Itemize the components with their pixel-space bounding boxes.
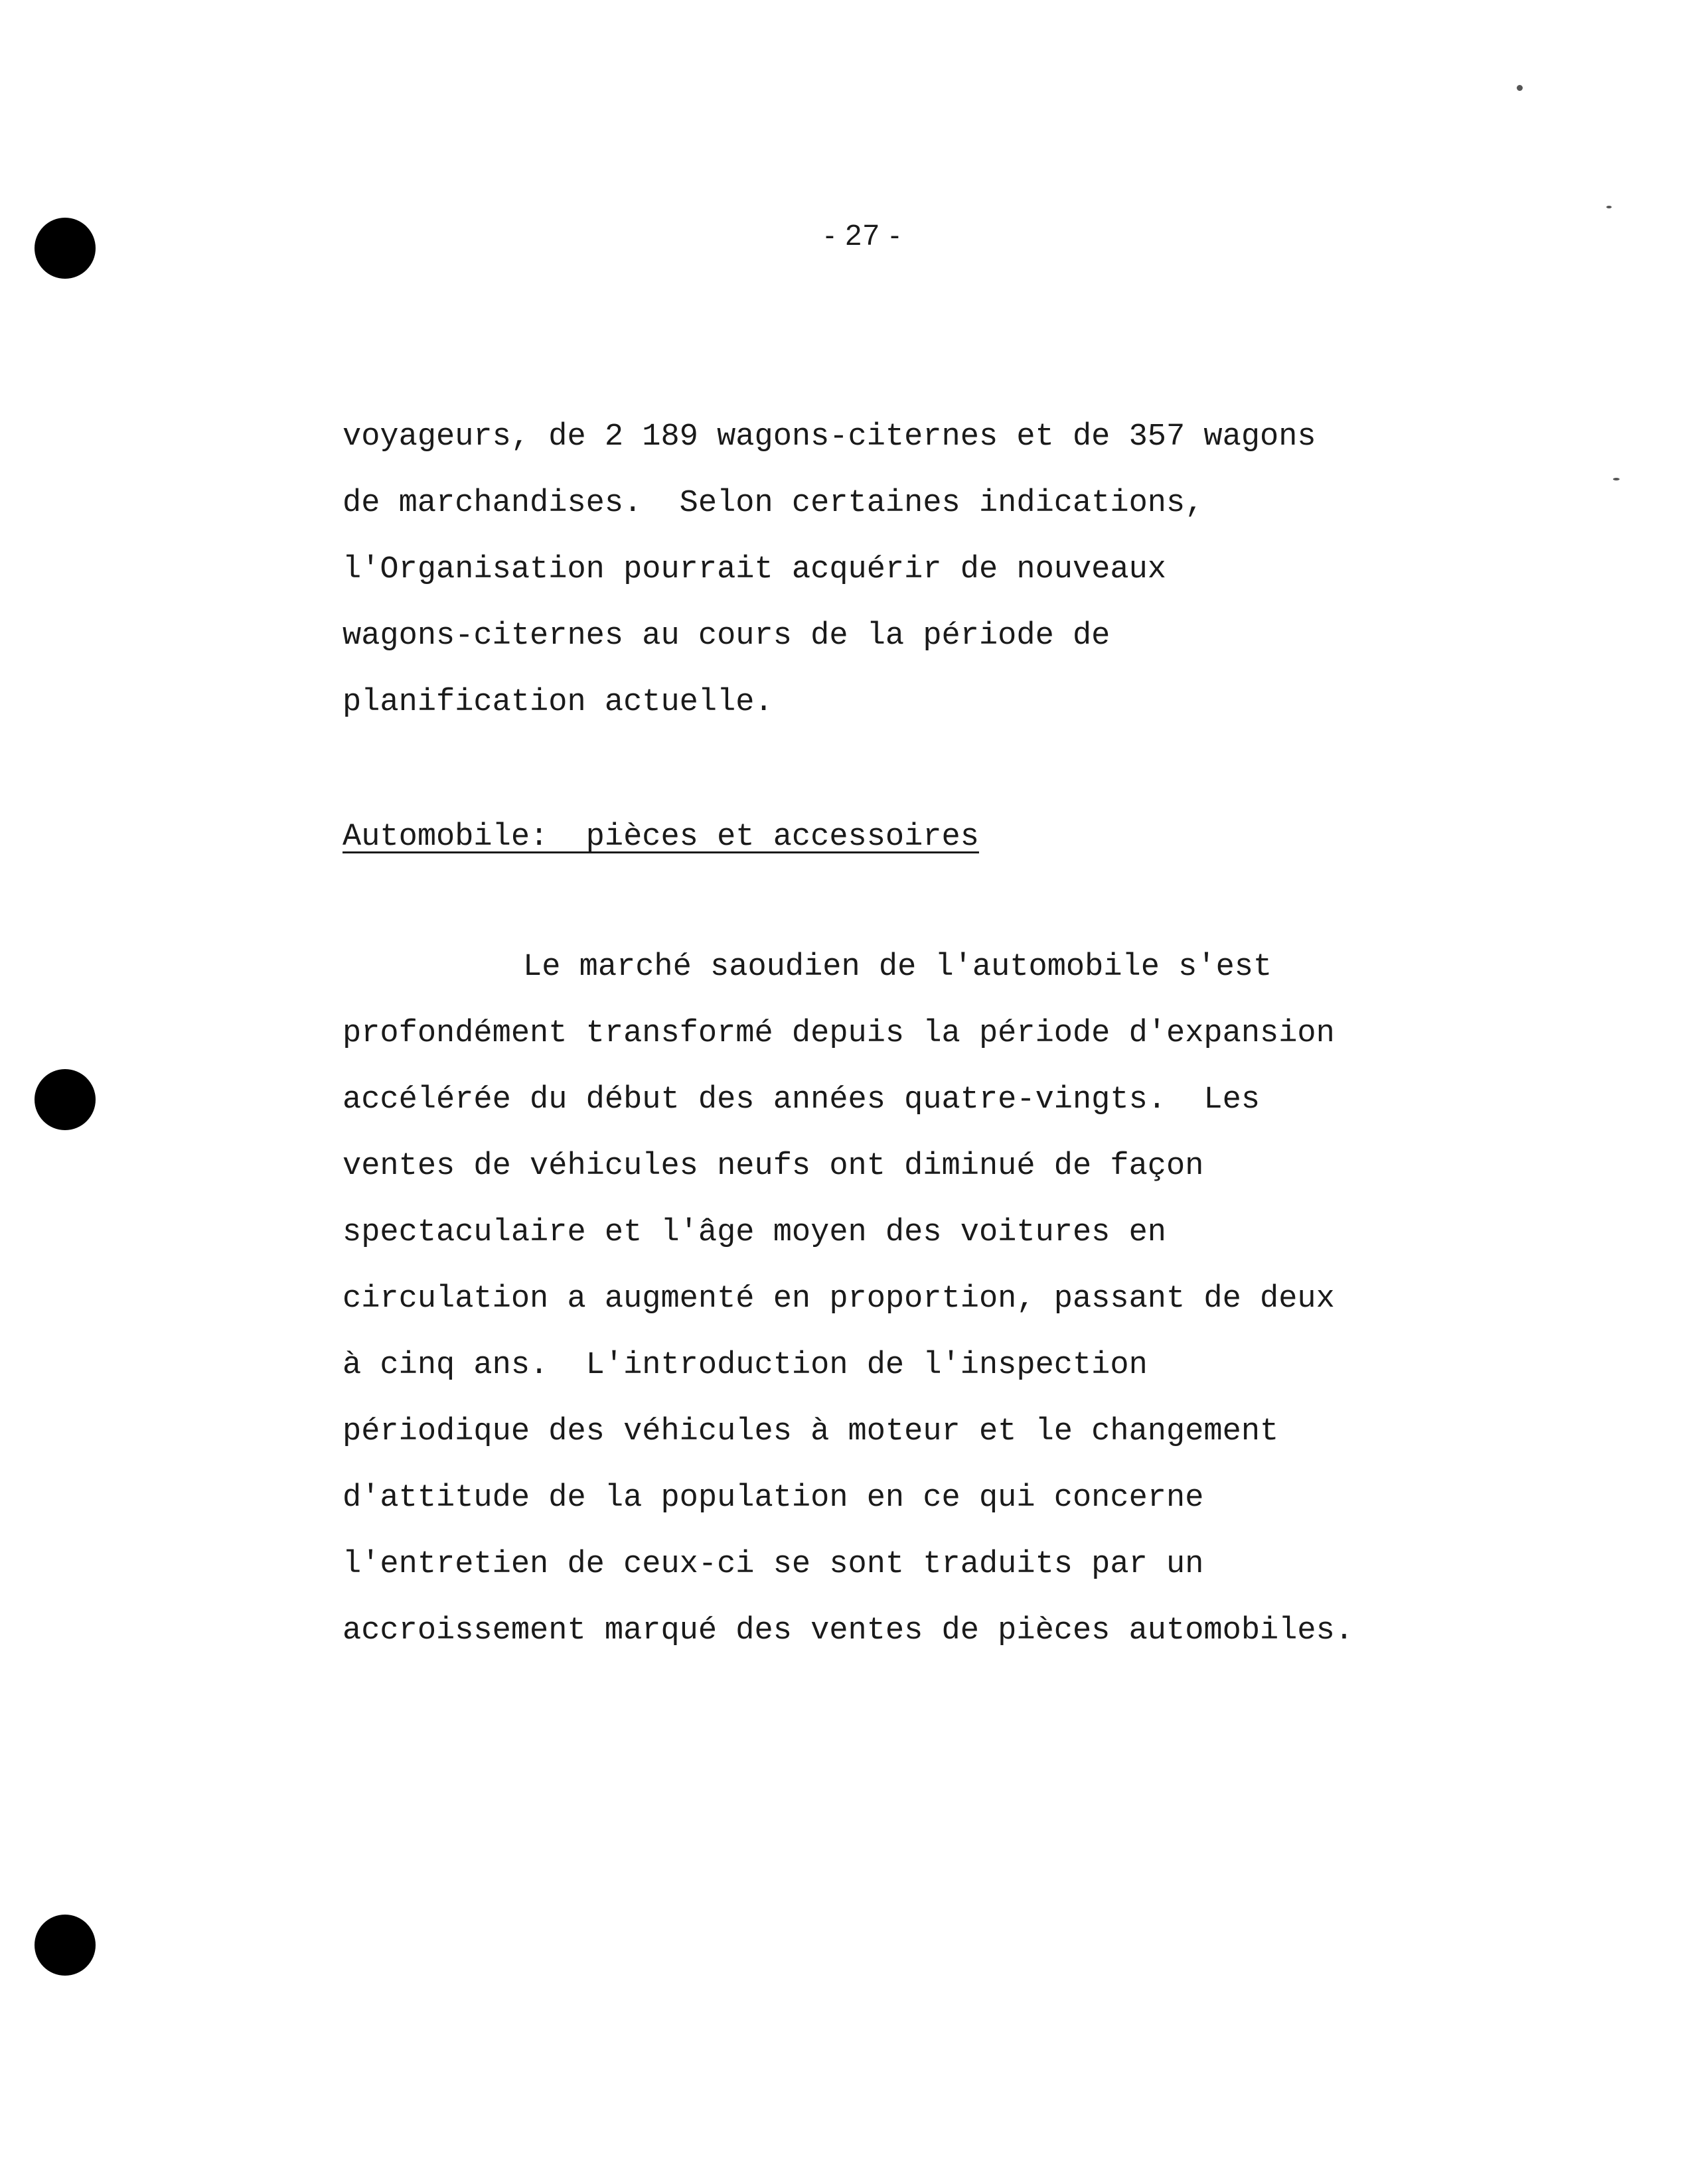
scan-speck [1613,478,1620,480]
continuation-paragraph [343,404,1484,736]
text-line: Le marché saoudien de l'automobile s'est [523,950,1272,985]
text-line: wagons-citernes au cours de la période de [343,619,1110,654]
text-line: l'Organisation pourrait acquérir de nouveaux [343,552,1167,587]
text-line: périodique des véhicules à moteur et le changement [343,1414,1279,1449]
punch-hole [35,218,96,279]
punch-hole [35,1915,96,1976]
page-number: - 27 - [824,219,901,252]
automobile-paragraph [343,934,1484,1664]
scan-speck [1517,85,1523,91]
text-line: profondément transformé depuis la période d'expansion [343,1016,1335,1051]
section-heading: Automobile: pièces et accessoires [343,820,979,855]
punch-hole [35,1069,96,1130]
text-line: spectaculaire et l'âge moyen des voitures en [343,1215,1167,1250]
text-line: à cinq ans. L'introduction de l'inspection [343,1348,1148,1383]
text-line: l'entretien de ceux-ci se sont traduits par un [343,1547,1204,1582]
text-line: planification actuelle. [343,685,773,720]
text-line: d'attitude de la population en ce qui concerne [343,1481,1204,1516]
text-line: circulation a augmenté en proportion, passant de deux [343,1281,1335,1317]
text-line: accroissement marqué des ventes de pièces automobiles. [343,1613,1354,1648]
text-line: voyageurs, de 2 189 wagons-citernes et de 357 wagons [343,419,1316,455]
text-line: ventes de véhicules neufs ont diminué de façon [343,1149,1204,1184]
text-line: de marchandises. Selon certaines indications, [343,486,1204,521]
scan-speck [1606,206,1612,208]
text-line: accélérée du début des années quatre-vingts. Les [343,1082,1261,1118]
